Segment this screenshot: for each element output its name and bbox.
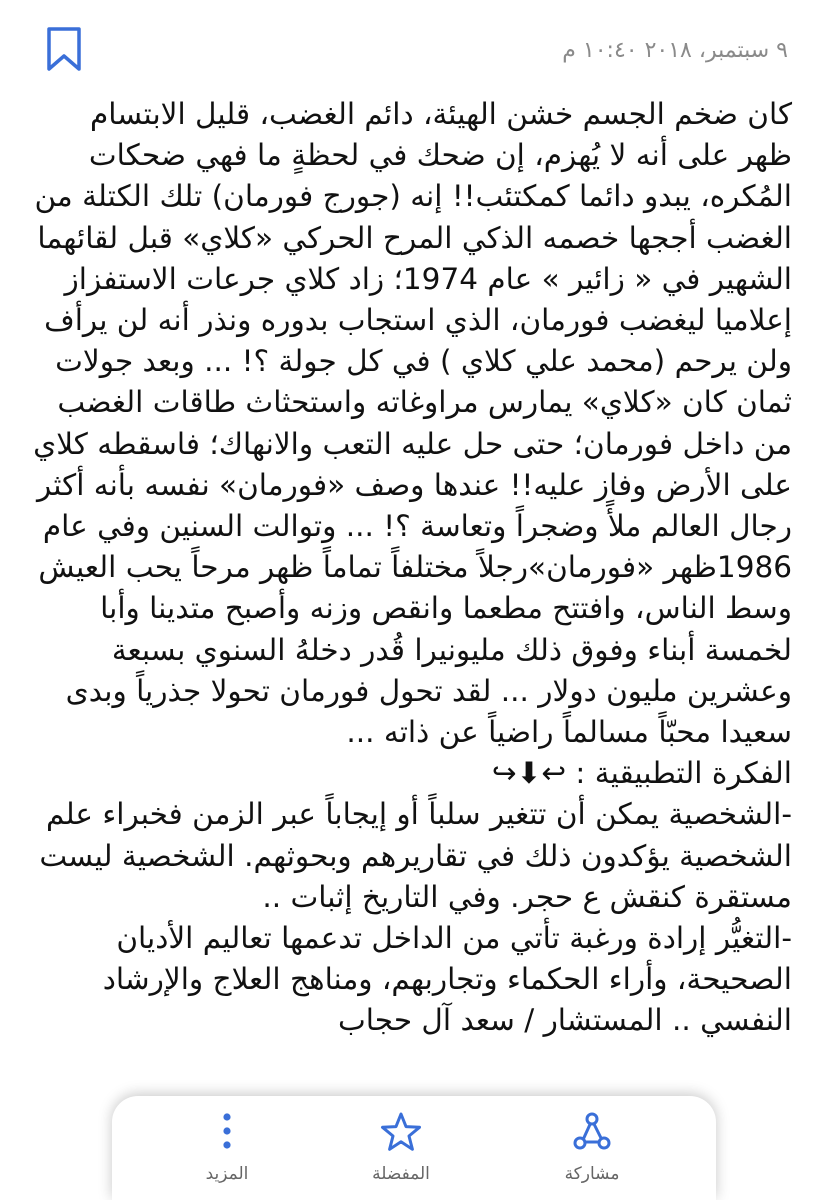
share-label: مشاركة: [564, 1164, 620, 1184]
note-header: [0, 0, 828, 90]
more-vertical-icon: [205, 1110, 249, 1154]
more-label: المزيد: [205, 1164, 249, 1184]
note-timestamp: ٩ سبتمبر، ٢٠١٨ ١٠:٤٠ م: [562, 38, 788, 63]
bookmark-button[interactable]: [44, 26, 84, 72]
favorite-label: المفضلة: [372, 1164, 430, 1184]
star-icon: [379, 1110, 423, 1154]
note-body-text: كان ضخم الجسم خشن الهيئة، دائم الغضب، قليل الابتسام ظهر على أنه لا يُهزم، إن ضحك في لحظةٍ ما فهي ضحكات المُكره، يبدو دائما كمكتئب!! إنه (جورج فورمان) تلك الكتلة من الغضب أججها خصمه الذكي المرح الحركي «كلاي» قبل لقائهما الشهير في « زائير » عام 1974؛ زاد كلاي جرعات الاستفزاز إعلاميا ليغضب فورمان، الذي استجاب بدوره ونذر أنه لن يرأف ولن يرحم (محمد علي كلاي ) في كل جولة ؟! ... وبعد جولات ثمان كان «كلاي» يمارس مراوغاته واستحثاث طاقات الغضب من داخل فورمان؛ حتى حل عليه التعب والانهاك؛ فاسقطه كلاي على الأرض وفاز عليه!! عندها وصف «فورمان» نفسه بأنه أكثر رجال العالم ملأً وضجراً وتعاسة ؟! ... وتوالت السنين وفي عام 1986ظهر «فورمان»رجلاً مختلفاً تماماً ظهر مرحاً يحب العيش وسط الناس، وافتتح مطعما وانقص وزنه وأصبح متدينا وأبا لخمسة أبناء وفوق ذلك مليونيرا قُدر دخلهُ السنوي بسبعة وعشرين مليون دولار ... لقد تحول فورمان تحولا جذرياً وبدى سعيدا محبّاً مسالماً راضياً عن ذاته ... الفكرة التطبيقية : ↩⬇↪ -الشخصية يمكن أن تتغير سلباً أو إيجاباً عبر الزمن فخبراء علم الشخصية يؤكدون ذلك في تقاريرهم وبحوثهم. الشخصية ليست مستقرة كنقش ع حجر. وفي التاريخ إثبات .. -التغيُّر إرادة ورغبة تأتي من الداخل تدعمها تعاليم الأديان الصحيحة، وأراء الحكماء وتجاربهم، ومناهج العلاج والإرشاد النفسي .. المستشار / سعد آل حجاب: [33, 97, 792, 1038]
share-button[interactable]: [532, 1110, 652, 1190]
favorite-button[interactable]: [341, 1110, 461, 1190]
share-icon: [570, 1110, 614, 1154]
bottom-action-bar: [112, 1096, 716, 1200]
more-button[interactable]: [167, 1110, 287, 1190]
bookmark-icon: [44, 26, 84, 72]
